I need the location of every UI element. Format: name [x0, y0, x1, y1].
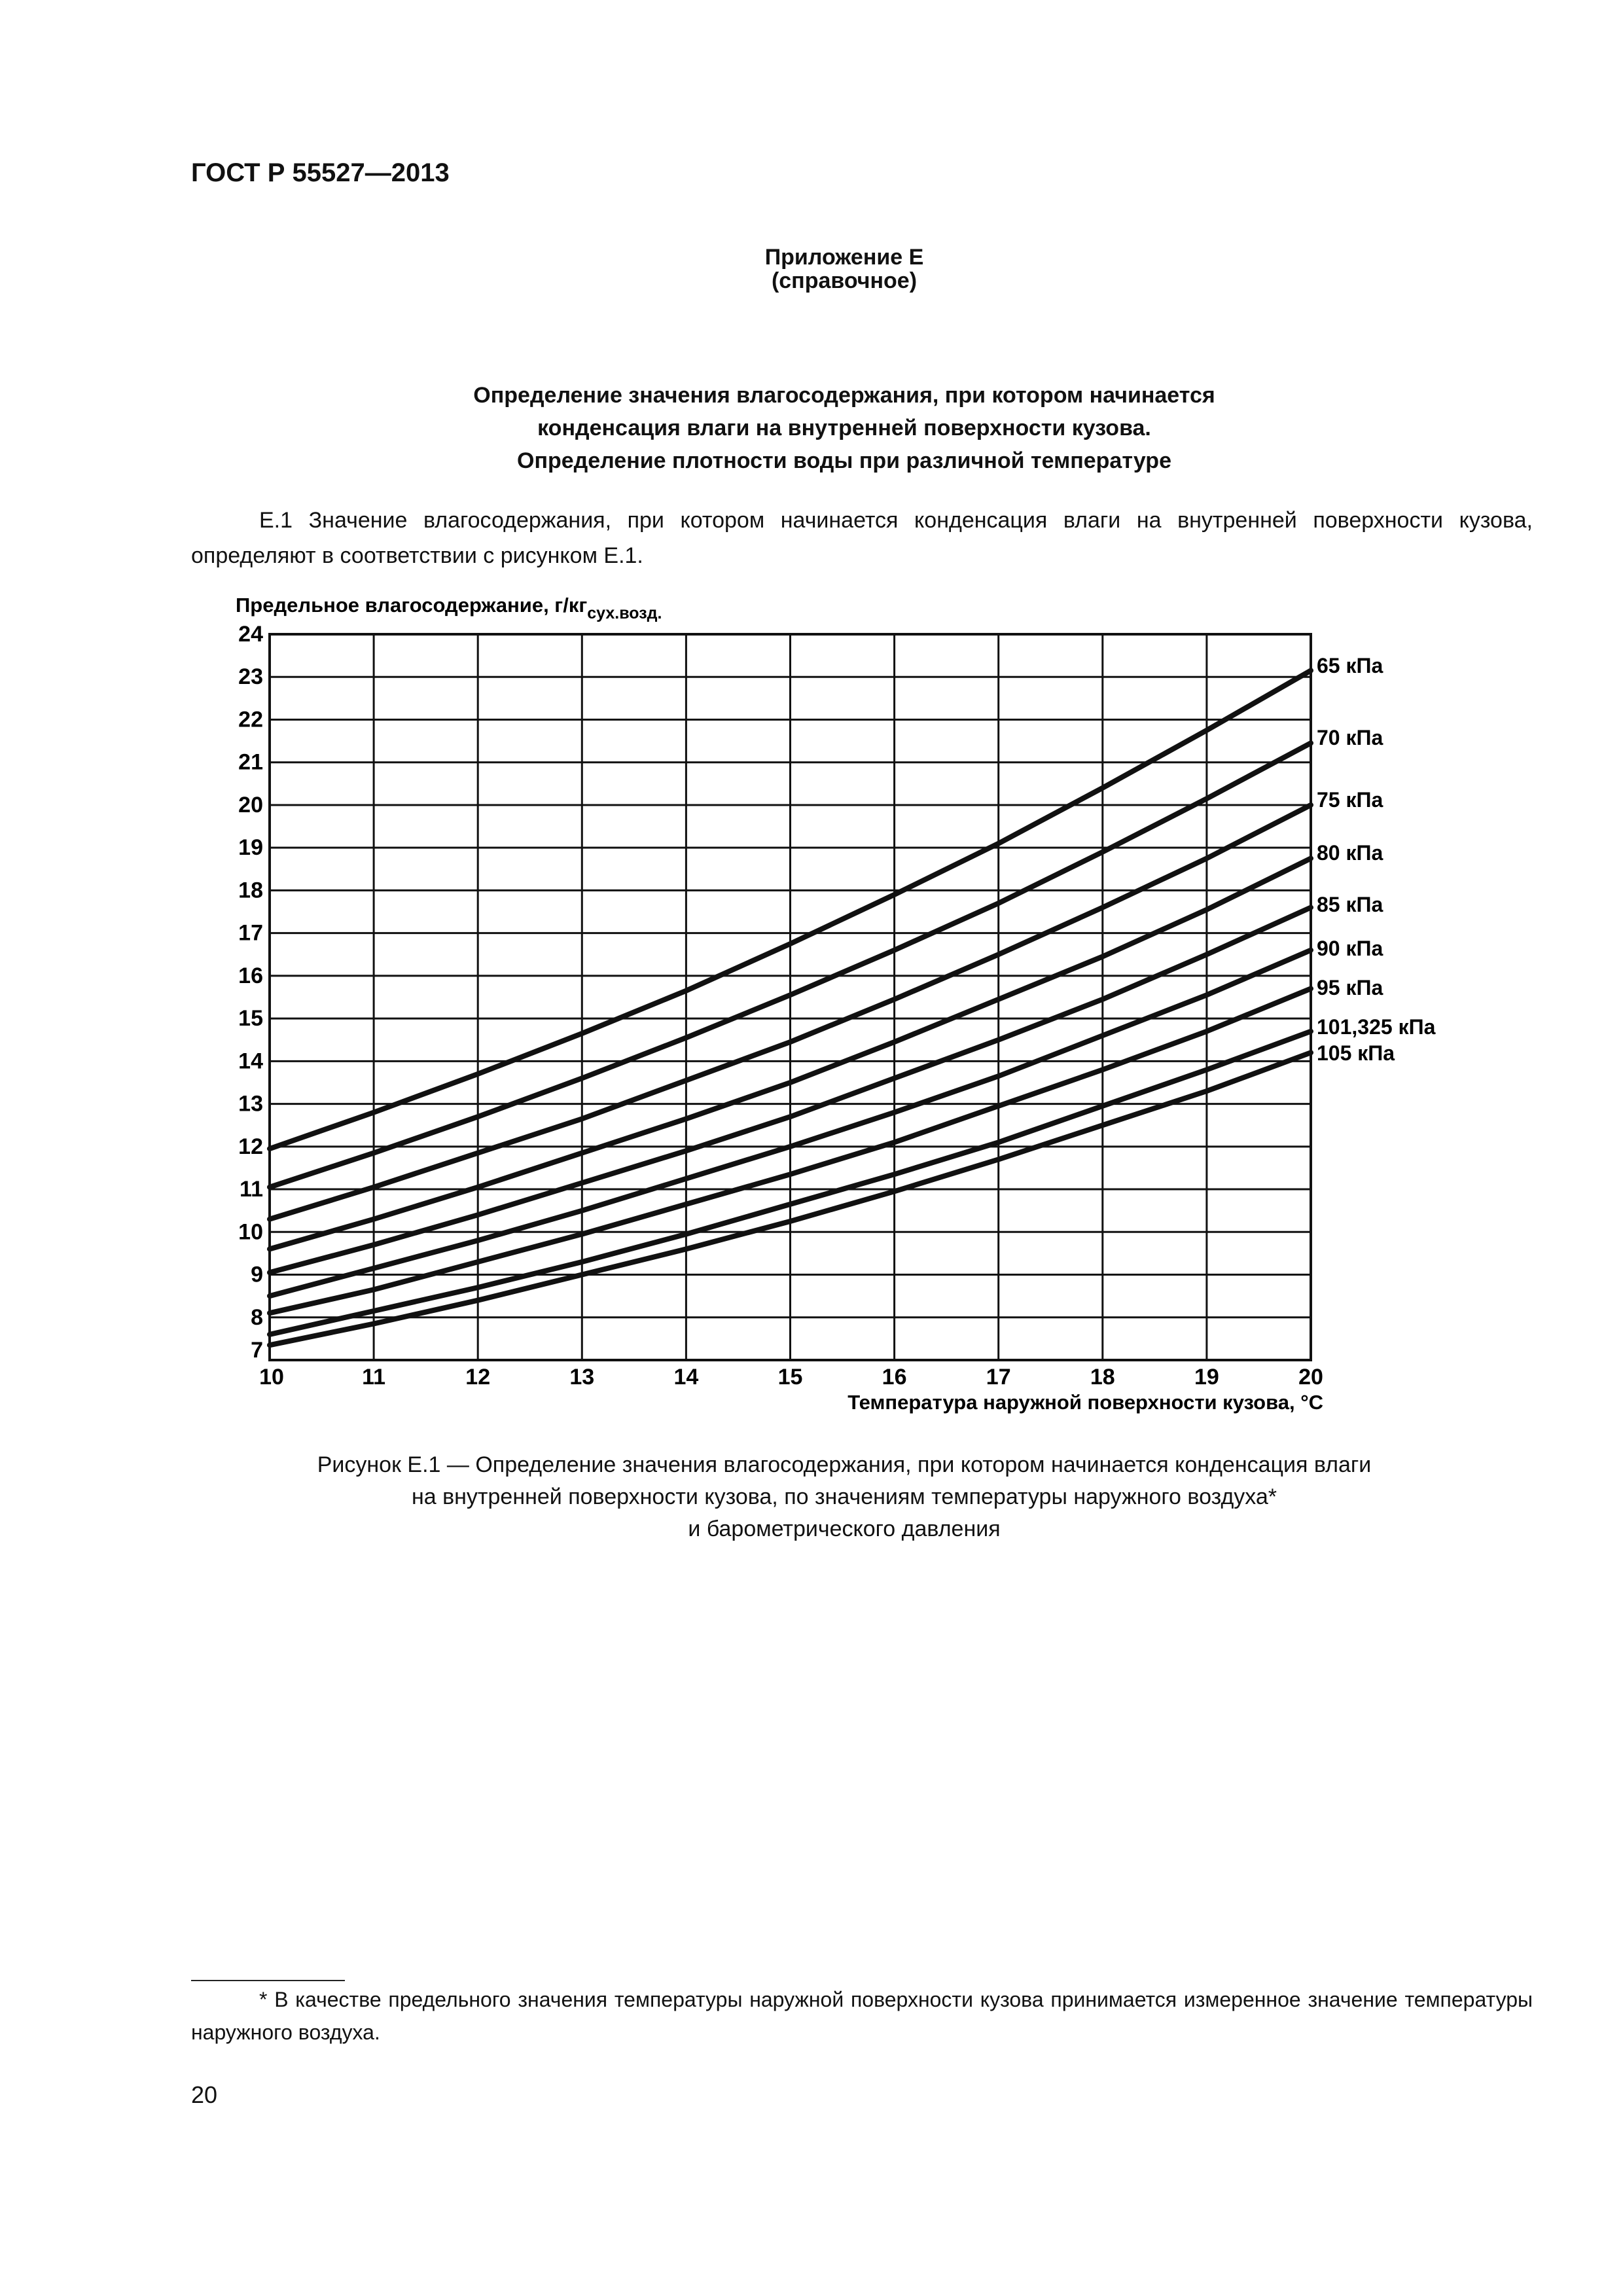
x-tick-label: 16: [882, 1365, 907, 1390]
footnote: [191, 1983, 1533, 2049]
annex-title: Приложение Е: [764, 245, 924, 270]
figure-caption-line3: и барометрического давления: [688, 1516, 1001, 1541]
y-tick-label: 7: [251, 1338, 263, 1363]
series-label: 75 кПа: [1317, 788, 1383, 812]
x-tick-label: 14: [673, 1365, 699, 1390]
series-label: 95 кПа: [1317, 976, 1383, 999]
figure-caption-line2: на внутренней поверхности кузова, по значениям температуры наружного воздуха*: [411, 1484, 1277, 1509]
series-label: 70 кПа: [1317, 726, 1383, 749]
series-label: 105 кПа: [1317, 1041, 1395, 1065]
y-axis-title: [236, 594, 662, 622]
x-tick-label: 15: [777, 1365, 803, 1390]
y-tick-label: 21: [238, 749, 263, 775]
y-tick-label: 11: [240, 1177, 263, 1202]
x-tick-label: 10: [259, 1365, 284, 1390]
series-labels: [1317, 654, 1436, 1065]
series-label: 101,325 кПа: [1317, 1015, 1436, 1039]
paragraph-text: Значение влагосодержания, при котором начинается конденсация влаги на внутренней поверхности кузова, определяют в соответствии с рисунком Е.1.: [191, 508, 1533, 568]
series-label: 85 кПа: [1317, 893, 1383, 916]
y-tick-label: 14: [238, 1049, 263, 1074]
y-tick-label: 10: [238, 1219, 263, 1245]
y-tick-labels: [238, 622, 263, 1363]
x-tick-label: 19: [1194, 1365, 1219, 1390]
series-label: 80 кПа: [1317, 841, 1383, 865]
x-tick-label: 12: [465, 1365, 491, 1390]
document-code: ГОСТ Р 55527—2013: [191, 158, 450, 187]
series-label: 90 кПа: [1317, 937, 1383, 960]
x-tick-label: 20: [1298, 1365, 1323, 1390]
footnote-text: * В качестве предельного значения температуры наружной поверхности кузова принимается измеренное значение температуры наружного воздуха.: [191, 1988, 1533, 2044]
y-tick-label: 8: [251, 1304, 263, 1330]
y-tick-label: 17: [238, 920, 263, 946]
y-tick-label: 20: [238, 792, 263, 817]
x-tick-label: 18: [1090, 1365, 1115, 1390]
y-tick-label: 13: [238, 1091, 263, 1117]
y-tick-label: 16: [238, 963, 263, 988]
x-axis-title: Температура наружной поверхности кузова, °С: [847, 1391, 1323, 1414]
x-tick-label: 17: [986, 1365, 1011, 1390]
y-tick-label: 15: [238, 1006, 263, 1031]
y-tick-label: 9: [251, 1262, 263, 1287]
paragraph-label: Е.1: [259, 508, 293, 533]
section-title-line1: Определение значения влагосодержания, при котором начинается: [473, 383, 1215, 408]
x-tick-label: 11: [362, 1365, 386, 1390]
page-number: 20: [191, 2081, 218, 2108]
y-axis-title-subscript: сух.возд.: [587, 604, 662, 622]
section-title-line3: Определение плотности воды при различной температуре: [517, 448, 1171, 473]
y-tick-label: 18: [238, 878, 263, 903]
series-label: 65 кПа: [1317, 654, 1383, 677]
x-tick-labels: [259, 1365, 1323, 1390]
figure-caption-line1: Рисунок Е.1 — Определение значения влагосодержания, при котором начинается конденсация влаги: [317, 1452, 1372, 1477]
section-title-line2: конденсация влаги на внутренней поверхности кузова.: [537, 416, 1151, 440]
y-tick-label: 24: [238, 622, 263, 647]
x-tick-label: 13: [569, 1365, 595, 1390]
y-axis-title-main: Предельное влагосодержание, г/кг: [236, 594, 588, 617]
footnote-divider: [191, 1980, 345, 1981]
y-tick-label: 23: [238, 664, 263, 690]
y-tick-label: 22: [238, 707, 263, 732]
annex-type: (справочное): [771, 268, 918, 293]
y-tick-label: 12: [238, 1134, 263, 1159]
y-tick-label: 19: [238, 835, 263, 861]
